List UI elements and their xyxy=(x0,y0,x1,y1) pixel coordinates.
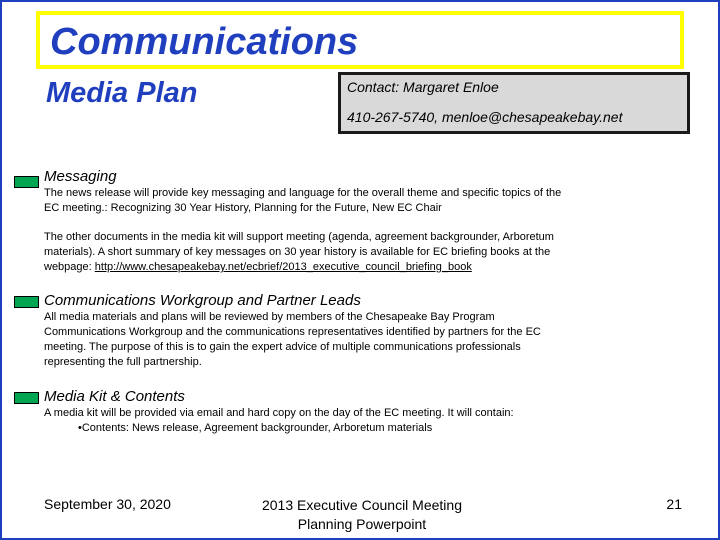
footer-date: September 30, 2020 xyxy=(44,496,171,512)
text-line: A media kit will be provided via email and hard copy on the day of the EC meeting. It will contain: xyxy=(44,407,514,419)
text-line: All media materials and plans will be reviewed by members of the Chesapeake Bay Program xyxy=(44,311,495,323)
page-number: 21 xyxy=(666,496,682,512)
text-line: materials). A short summary of key messages on 30 year history is available for EC briefing books at the xyxy=(44,246,551,258)
footer-title xyxy=(242,496,482,534)
briefing-book-link[interactable]: http://www.chesapeakebay.net/ecbrief/2013_executive_council_briefing_book xyxy=(94,261,472,273)
green-bullet-icon xyxy=(14,176,39,188)
green-bullet-icon xyxy=(14,296,39,308)
workgroup-paragraph xyxy=(44,310,610,370)
text-line: EC meeting.: Recognizing 30 Year History, Planning for the Future, New EC Chair xyxy=(44,202,442,214)
section-heading-media-kit: Media Kit & Contents xyxy=(44,388,185,405)
media-kit-bullet: •Contents: News release, Agreement backgrounder, Arboretum materials xyxy=(78,422,433,434)
messaging-paragraph-1 xyxy=(44,186,610,216)
media-kit-paragraph xyxy=(44,406,610,421)
title-box xyxy=(36,11,684,69)
green-bullet-icon xyxy=(14,392,39,404)
slide-subtitle: Media Plan xyxy=(46,77,198,109)
footer-title-line: 2013 Executive Council Meeting xyxy=(261,497,462,513)
section-heading-messaging: Messaging xyxy=(44,168,117,185)
text-line: representing the full partnership. xyxy=(44,356,202,368)
text-line: meeting. The purpose of this is to gain the expert advice of multiple communications professionals xyxy=(44,341,521,353)
text-line: webpage: xyxy=(44,261,95,273)
footer-title-line: Planning Powerpoint xyxy=(297,516,427,532)
contact-box xyxy=(338,72,690,134)
slide-title: Communications xyxy=(50,21,359,63)
contact-info: 410-267-5740, menloe@chesapeakebay.net xyxy=(347,109,623,125)
text-line: The other documents in the media kit will support meeting (agenda, agreement backgrounder, Arboretum xyxy=(44,231,554,243)
text-line: Communications Workgroup and the communications representatives identified by partners for the EC xyxy=(44,326,541,338)
contact-name: Contact: Margaret Enloe xyxy=(347,79,499,95)
section-heading-workgroup: Communications Workgroup and Partner Leads xyxy=(44,292,361,309)
messaging-paragraph-2 xyxy=(44,230,610,275)
text-line: The news release will provide key messaging and language for the overall theme and specific topics of the xyxy=(44,187,562,199)
